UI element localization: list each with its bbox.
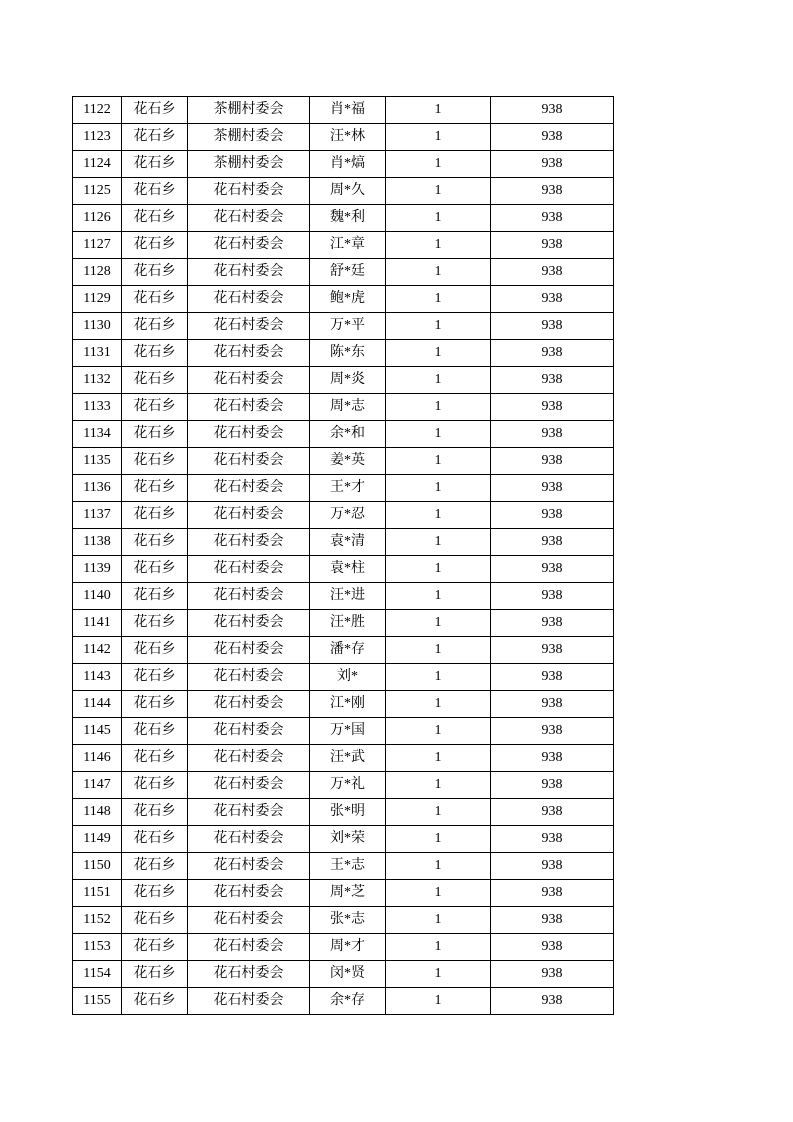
amount-cell: 938 <box>491 745 614 772</box>
person-count-cell: 1 <box>386 448 491 475</box>
recipient-name-cell: 万*忍 <box>310 502 386 529</box>
amount-cell: 938 <box>491 853 614 880</box>
amount-cell: 938 <box>491 178 614 205</box>
village-committee-cell: 花石村委会 <box>188 259 310 286</box>
recipient-name-cell: 王*才 <box>310 475 386 502</box>
row-number-cell: 1135 <box>73 448 122 475</box>
recipient-name-cell: 周*炎 <box>310 367 386 394</box>
amount-cell: 938 <box>491 664 614 691</box>
row-number-cell: 1137 <box>73 502 122 529</box>
person-count-cell: 1 <box>386 610 491 637</box>
person-count-cell: 1 <box>386 772 491 799</box>
row-number-cell: 1150 <box>73 853 122 880</box>
village-committee-cell: 花石村委会 <box>188 394 310 421</box>
row-number-cell: 1145 <box>73 718 122 745</box>
table-row <box>73 394 614 421</box>
village-committee-cell: 花石村委会 <box>188 286 310 313</box>
row-number-cell: 1148 <box>73 799 122 826</box>
row-number-cell: 1131 <box>73 340 122 367</box>
village-committee-cell: 花石村委会 <box>188 772 310 799</box>
amount-cell: 938 <box>491 394 614 421</box>
table-row <box>73 97 614 124</box>
recipient-name-cell: 汪*林 <box>310 124 386 151</box>
table-row <box>73 124 614 151</box>
table-row <box>73 799 614 826</box>
amount-cell: 938 <box>491 259 614 286</box>
row-number-cell: 1147 <box>73 772 122 799</box>
person-count-cell: 1 <box>386 259 491 286</box>
person-count-cell: 1 <box>386 502 491 529</box>
table-row <box>73 583 614 610</box>
table-row <box>73 745 614 772</box>
recipient-name-cell: 肖*熇 <box>310 151 386 178</box>
table-row <box>73 772 614 799</box>
row-number-cell: 1144 <box>73 691 122 718</box>
table-row <box>73 178 614 205</box>
village-committee-cell: 花石村委会 <box>188 421 310 448</box>
person-count-cell: 1 <box>386 394 491 421</box>
village-committee-cell: 花石村委会 <box>188 826 310 853</box>
person-count-cell: 1 <box>386 799 491 826</box>
township-cell: 花石乡 <box>122 988 188 1015</box>
table-row <box>73 232 614 259</box>
table-row <box>73 961 614 988</box>
recipient-name-cell: 闵*贤 <box>310 961 386 988</box>
township-cell: 花石乡 <box>122 367 188 394</box>
township-cell: 花石乡 <box>122 745 188 772</box>
township-cell: 花石乡 <box>122 421 188 448</box>
row-number-cell: 1140 <box>73 583 122 610</box>
recipient-name-cell: 江*章 <box>310 232 386 259</box>
recipient-name-cell: 汪*胜 <box>310 610 386 637</box>
amount-cell: 938 <box>491 340 614 367</box>
table-row <box>73 448 614 475</box>
person-count-cell: 1 <box>386 286 491 313</box>
recipient-name-cell: 肖*福 <box>310 97 386 124</box>
row-number-cell: 1133 <box>73 394 122 421</box>
amount-cell: 938 <box>491 718 614 745</box>
amount-cell: 938 <box>491 286 614 313</box>
recipient-name-cell: 陈*东 <box>310 340 386 367</box>
table-row <box>73 259 614 286</box>
table-row <box>73 151 614 178</box>
township-cell: 花石乡 <box>122 772 188 799</box>
village-committee-cell: 花石村委会 <box>188 691 310 718</box>
township-cell: 花石乡 <box>122 583 188 610</box>
row-number-cell: 1128 <box>73 259 122 286</box>
village-committee-cell: 茶棚村委会 <box>188 151 310 178</box>
table-row <box>73 205 614 232</box>
recipient-name-cell: 王*志 <box>310 853 386 880</box>
recipient-name-cell: 张*明 <box>310 799 386 826</box>
amount-cell: 938 <box>491 421 614 448</box>
village-committee-cell: 花石村委会 <box>188 961 310 988</box>
person-count-cell: 1 <box>386 637 491 664</box>
person-count-cell: 1 <box>386 475 491 502</box>
table-row <box>73 664 614 691</box>
row-number-cell: 1132 <box>73 367 122 394</box>
row-number-cell: 1136 <box>73 475 122 502</box>
village-committee-cell: 花石村委会 <box>188 205 310 232</box>
row-number-cell: 1130 <box>73 313 122 340</box>
recipient-name-cell: 舒*廷 <box>310 259 386 286</box>
person-count-cell: 1 <box>386 664 491 691</box>
village-committee-cell: 花石村委会 <box>188 529 310 556</box>
village-committee-cell: 花石村委会 <box>188 610 310 637</box>
village-committee-cell: 花石村委会 <box>188 934 310 961</box>
table-row <box>73 826 614 853</box>
township-cell: 花石乡 <box>122 556 188 583</box>
table-row <box>73 286 614 313</box>
person-count-cell: 1 <box>386 97 491 124</box>
table-row <box>73 988 614 1015</box>
roster-table-body <box>73 97 614 1015</box>
person-count-cell: 1 <box>386 583 491 610</box>
township-cell: 花石乡 <box>122 205 188 232</box>
village-committee-cell: 茶棚村委会 <box>188 97 310 124</box>
person-count-cell: 1 <box>386 907 491 934</box>
village-committee-cell: 花石村委会 <box>188 637 310 664</box>
village-committee-cell: 花石村委会 <box>188 313 310 340</box>
village-committee-cell: 花石村委会 <box>188 178 310 205</box>
recipient-name-cell: 汪*武 <box>310 745 386 772</box>
township-cell: 花石乡 <box>122 475 188 502</box>
person-count-cell: 1 <box>386 313 491 340</box>
person-count-cell: 1 <box>386 988 491 1015</box>
row-number-cell: 1123 <box>73 124 122 151</box>
person-count-cell: 1 <box>386 745 491 772</box>
recipient-name-cell: 余*存 <box>310 988 386 1015</box>
village-committee-cell: 花石村委会 <box>188 448 310 475</box>
township-cell: 花石乡 <box>122 961 188 988</box>
township-cell: 花石乡 <box>122 799 188 826</box>
township-cell: 花石乡 <box>122 664 188 691</box>
person-count-cell: 1 <box>386 691 491 718</box>
row-number-cell: 1155 <box>73 988 122 1015</box>
recipient-name-cell: 张*志 <box>310 907 386 934</box>
person-count-cell: 1 <box>386 178 491 205</box>
amount-cell: 938 <box>491 637 614 664</box>
person-count-cell: 1 <box>386 961 491 988</box>
village-committee-cell: 花石村委会 <box>188 556 310 583</box>
row-number-cell: 1146 <box>73 745 122 772</box>
amount-cell: 938 <box>491 151 614 178</box>
amount-cell: 938 <box>491 502 614 529</box>
table-row <box>73 880 614 907</box>
row-number-cell: 1149 <box>73 826 122 853</box>
village-committee-cell: 茶棚村委会 <box>188 124 310 151</box>
row-number-cell: 1134 <box>73 421 122 448</box>
row-number-cell: 1127 <box>73 232 122 259</box>
township-cell: 花石乡 <box>122 340 188 367</box>
table-row <box>73 502 614 529</box>
recipient-name-cell: 魏*利 <box>310 205 386 232</box>
township-cell: 花石乡 <box>122 691 188 718</box>
recipient-name-cell: 潘*存 <box>310 637 386 664</box>
township-cell: 花石乡 <box>122 124 188 151</box>
township-cell: 花石乡 <box>122 232 188 259</box>
village-committee-cell: 花石村委会 <box>188 664 310 691</box>
village-committee-cell: 花石村委会 <box>188 718 310 745</box>
person-count-cell: 1 <box>386 232 491 259</box>
township-cell: 花石乡 <box>122 178 188 205</box>
table-row <box>73 367 614 394</box>
table-row <box>73 718 614 745</box>
table-row <box>73 340 614 367</box>
amount-cell: 938 <box>491 610 614 637</box>
village-committee-cell: 花石村委会 <box>188 232 310 259</box>
township-cell: 花石乡 <box>122 529 188 556</box>
amount-cell: 938 <box>491 205 614 232</box>
person-count-cell: 1 <box>386 367 491 394</box>
village-committee-cell: 花石村委会 <box>188 745 310 772</box>
village-committee-cell: 花石村委会 <box>188 907 310 934</box>
village-committee-cell: 花石村委会 <box>188 502 310 529</box>
recipient-name-cell: 周*芝 <box>310 880 386 907</box>
township-cell: 花石乡 <box>122 448 188 475</box>
village-committee-cell: 花石村委会 <box>188 340 310 367</box>
township-cell: 花石乡 <box>122 907 188 934</box>
amount-cell: 938 <box>491 934 614 961</box>
amount-cell: 938 <box>491 988 614 1015</box>
recipient-name-cell: 万*礼 <box>310 772 386 799</box>
recipient-name-cell: 万*国 <box>310 718 386 745</box>
recipient-name-cell: 汪*进 <box>310 583 386 610</box>
village-committee-cell: 花石村委会 <box>188 988 310 1015</box>
table-row <box>73 637 614 664</box>
township-cell: 花石乡 <box>122 826 188 853</box>
row-number-cell: 1139 <box>73 556 122 583</box>
row-number-cell: 1126 <box>73 205 122 232</box>
township-cell: 花石乡 <box>122 313 188 340</box>
township-cell: 花石乡 <box>122 394 188 421</box>
row-number-cell: 1142 <box>73 637 122 664</box>
table-row <box>73 691 614 718</box>
table-row <box>73 556 614 583</box>
amount-cell: 938 <box>491 691 614 718</box>
village-committee-cell: 花石村委会 <box>188 583 310 610</box>
amount-cell: 938 <box>491 583 614 610</box>
recipient-name-cell: 刘* <box>310 664 386 691</box>
amount-cell: 938 <box>491 907 614 934</box>
village-committee-cell: 花石村委会 <box>188 799 310 826</box>
amount-cell: 938 <box>491 232 614 259</box>
amount-cell: 938 <box>491 556 614 583</box>
recipient-name-cell: 周*志 <box>310 394 386 421</box>
person-count-cell: 1 <box>386 853 491 880</box>
village-committee-cell: 花石村委会 <box>188 853 310 880</box>
person-count-cell: 1 <box>386 340 491 367</box>
recipient-name-cell: 周*才 <box>310 934 386 961</box>
amount-cell: 938 <box>491 772 614 799</box>
township-cell: 花石乡 <box>122 853 188 880</box>
recipient-name-cell: 袁*柱 <box>310 556 386 583</box>
township-cell: 花石乡 <box>122 637 188 664</box>
township-cell: 花石乡 <box>122 934 188 961</box>
amount-cell: 938 <box>491 448 614 475</box>
person-count-cell: 1 <box>386 529 491 556</box>
amount-cell: 938 <box>491 529 614 556</box>
row-number-cell: 1143 <box>73 664 122 691</box>
village-committee-cell: 花石村委会 <box>188 475 310 502</box>
roster-table <box>72 96 614 1015</box>
recipient-name-cell: 姜*英 <box>310 448 386 475</box>
table-row <box>73 610 614 637</box>
table-row <box>73 475 614 502</box>
row-number-cell: 1122 <box>73 97 122 124</box>
table-row <box>73 421 614 448</box>
amount-cell: 938 <box>491 124 614 151</box>
table-row <box>73 313 614 340</box>
table-row <box>73 907 614 934</box>
row-number-cell: 1153 <box>73 934 122 961</box>
township-cell: 花石乡 <box>122 718 188 745</box>
person-count-cell: 1 <box>386 151 491 178</box>
amount-cell: 938 <box>491 799 614 826</box>
recipient-name-cell: 江*刚 <box>310 691 386 718</box>
village-committee-cell: 花石村委会 <box>188 880 310 907</box>
table-row <box>73 529 614 556</box>
township-cell: 花石乡 <box>122 259 188 286</box>
row-number-cell: 1141 <box>73 610 122 637</box>
row-number-cell: 1151 <box>73 880 122 907</box>
row-number-cell: 1152 <box>73 907 122 934</box>
person-count-cell: 1 <box>386 556 491 583</box>
table-row <box>73 934 614 961</box>
amount-cell: 938 <box>491 880 614 907</box>
person-count-cell: 1 <box>386 934 491 961</box>
row-number-cell: 1138 <box>73 529 122 556</box>
township-cell: 花石乡 <box>122 286 188 313</box>
row-number-cell: 1125 <box>73 178 122 205</box>
amount-cell: 938 <box>491 961 614 988</box>
recipient-name-cell: 周*久 <box>310 178 386 205</box>
row-number-cell: 1154 <box>73 961 122 988</box>
township-cell: 花石乡 <box>122 97 188 124</box>
amount-cell: 938 <box>491 826 614 853</box>
person-count-cell: 1 <box>386 718 491 745</box>
person-count-cell: 1 <box>386 205 491 232</box>
amount-cell: 938 <box>491 475 614 502</box>
person-count-cell: 1 <box>386 124 491 151</box>
row-number-cell: 1129 <box>73 286 122 313</box>
amount-cell: 938 <box>491 367 614 394</box>
township-cell: 花石乡 <box>122 880 188 907</box>
recipient-name-cell: 刘*荣 <box>310 826 386 853</box>
person-count-cell: 1 <box>386 880 491 907</box>
person-count-cell: 1 <box>386 826 491 853</box>
township-cell: 花石乡 <box>122 502 188 529</box>
person-count-cell: 1 <box>386 421 491 448</box>
township-cell: 花石乡 <box>122 151 188 178</box>
amount-cell: 938 <box>491 313 614 340</box>
township-cell: 花石乡 <box>122 610 188 637</box>
recipient-name-cell: 鲍*虎 <box>310 286 386 313</box>
village-committee-cell: 花石村委会 <box>188 367 310 394</box>
table-row <box>73 853 614 880</box>
recipient-name-cell: 万*平 <box>310 313 386 340</box>
row-number-cell: 1124 <box>73 151 122 178</box>
recipient-name-cell: 余*和 <box>310 421 386 448</box>
recipient-name-cell: 袁*清 <box>310 529 386 556</box>
amount-cell: 938 <box>491 97 614 124</box>
